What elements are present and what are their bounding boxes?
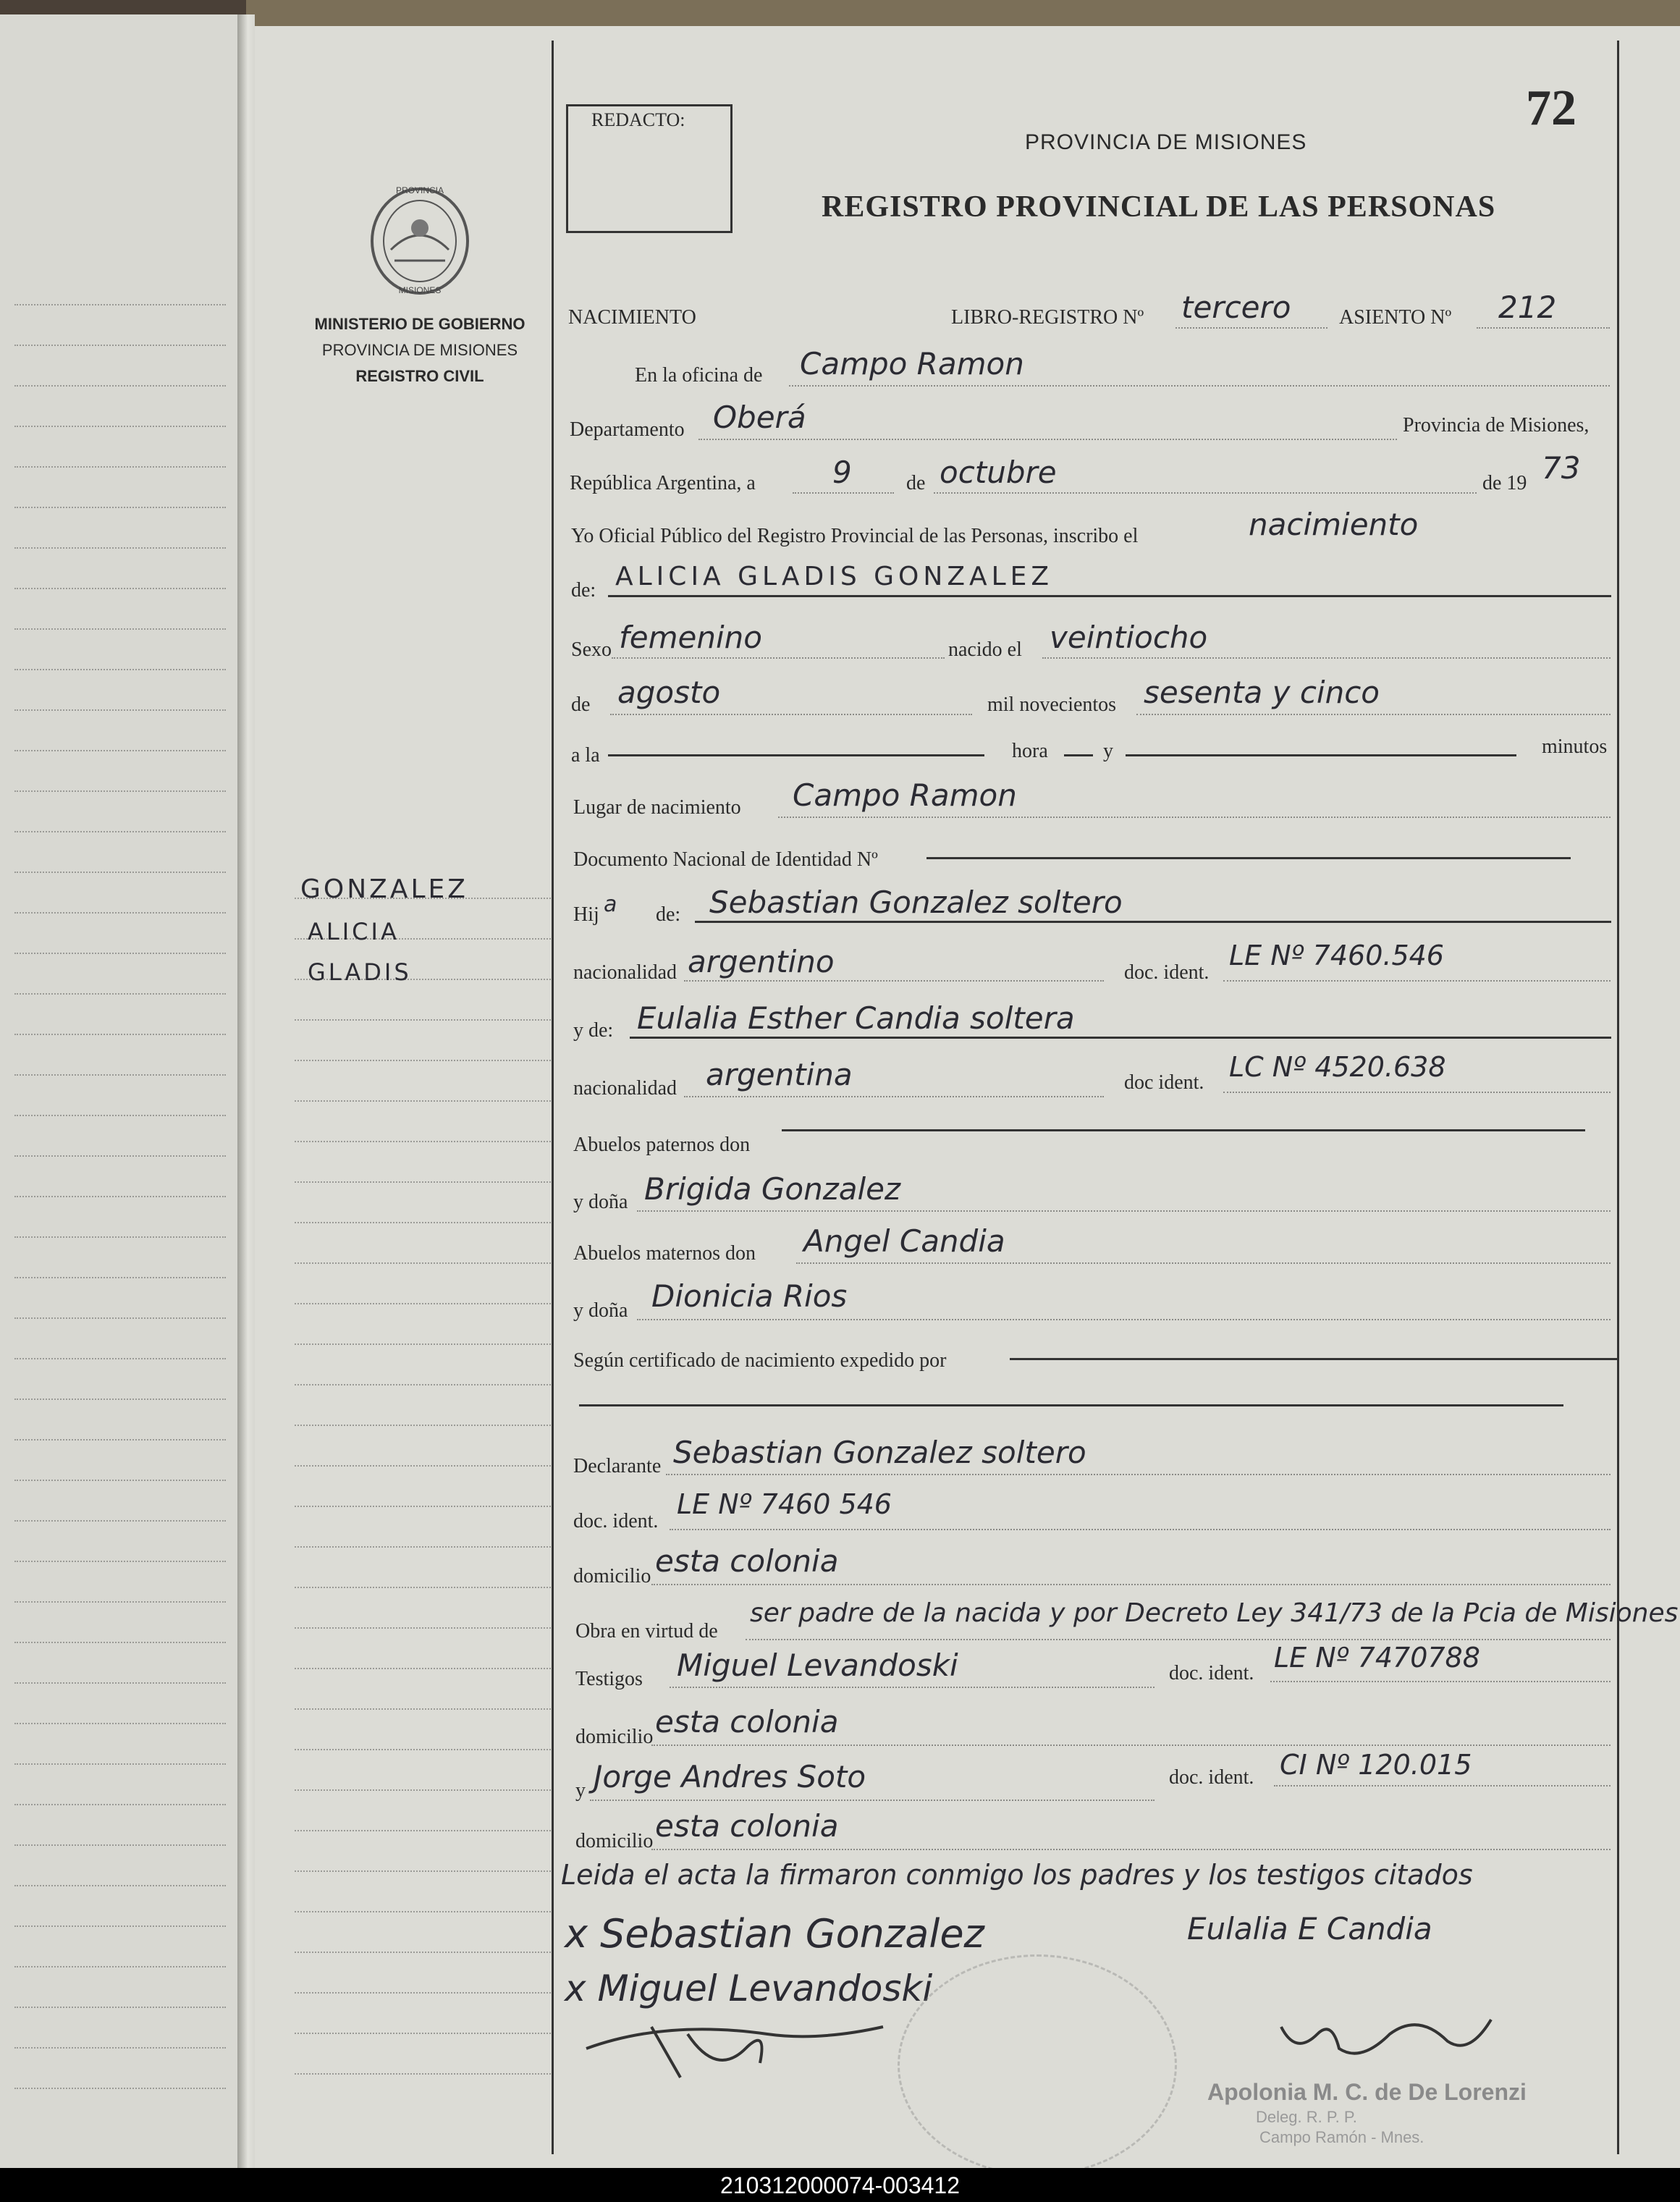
label-de-name: de: xyxy=(571,579,596,602)
value-testigo1: Miguel Levandoski xyxy=(677,1648,958,1683)
label-obra: Obra en virtud de xyxy=(575,1620,718,1642)
label-y-dona-1: y doña xyxy=(573,1191,628,1213)
province-heading: PROVINCIA DE MISIONES xyxy=(1025,130,1307,154)
official-round-stamp xyxy=(898,1954,1177,2176)
label-abuelos-mat: Abuelos maternos don xyxy=(573,1242,756,1265)
value-hija-suffix: a xyxy=(604,892,617,917)
label-segun: Según certificado de nacimiento expedido por xyxy=(573,1349,947,1372)
value-father: Sebastian Gonzalez soltero xyxy=(709,885,1123,920)
value-mother-nat: argentina xyxy=(706,1057,853,1092)
left-page xyxy=(0,14,239,2168)
label-decl-dom: domicilio xyxy=(573,1565,651,1587)
ministry-header xyxy=(290,311,550,389)
margin-name2: GLADIS xyxy=(308,958,412,986)
label-decl-doc: doc. ident. xyxy=(573,1510,659,1532)
value-sexo: femenino xyxy=(619,620,762,655)
label-a-la: a la xyxy=(571,744,600,767)
signature-father: x Sebastian Gonzalez xyxy=(565,1911,984,1957)
signature-witness1: x Miguel Levandoski xyxy=(565,1967,933,2009)
value-abuelo-mat: Angel Candia xyxy=(803,1223,1005,1259)
label-sexo: Sexo xyxy=(571,638,612,661)
value-decl-dom: esta colonia xyxy=(655,1543,839,1579)
value-nacido: veintiocho xyxy=(1050,620,1208,655)
label-testigo2-dom: domicilio xyxy=(575,1830,654,1852)
value-asiento: 212 xyxy=(1498,290,1557,325)
ministry-line1: MINISTERIO DE GOBIERNO xyxy=(314,315,525,333)
label-abuelos-pat: Abuelos paternos don xyxy=(573,1134,751,1156)
label-hij: Hij xyxy=(573,903,599,926)
label-de-month: de xyxy=(571,693,591,716)
redacto-box: REDACTO: xyxy=(566,104,733,233)
label-testigo1-doc: doc. ident. xyxy=(1169,1662,1254,1684)
label-y: y xyxy=(1103,740,1113,762)
value-month: octubre xyxy=(940,455,1057,490)
label-dni: Documento Nacional de Identidad Nº xyxy=(573,848,878,871)
value-obra: ser padre de la nacida y por Decreto Ley 341/73 de la Pcia de Misiones xyxy=(750,1598,1679,1628)
ministry-line3: REGISTRO CIVIL xyxy=(355,367,484,385)
closing-statement: Leida el acta la firmaron conmigo los padres y los testigos citados xyxy=(561,1859,1473,1891)
label-doc-ident-2: doc ident. xyxy=(1124,1071,1204,1094)
registry-heading: REGISTRO PROVINCIAL DE LAS PERSONAS xyxy=(822,190,1496,224)
label-oficina: En la oficina de xyxy=(635,364,763,387)
label-departamento: Departamento xyxy=(570,418,685,441)
value-year: 73 xyxy=(1542,450,1581,486)
label-nacionalidad-2: nacionalidad xyxy=(573,1077,678,1100)
value-abuela-pat: Brigida Gonzalez xyxy=(644,1171,901,1207)
label-nacimiento: NACIMIENTO xyxy=(568,306,696,329)
label-y-testigo2: y xyxy=(575,1779,586,1802)
signature-official-scribble xyxy=(1274,1998,1506,2077)
value-name: ALICIA GLADIS GONZALEZ xyxy=(615,562,1054,591)
footer-id: 210312000074-003412 xyxy=(720,2172,960,2198)
signature-witness2-scribble xyxy=(579,2005,898,2092)
label-lugar: Lugar de nacimiento xyxy=(573,796,741,819)
value-testigo1-dom: esta colonia xyxy=(655,1704,839,1739)
book-spine xyxy=(237,14,255,2168)
label-libro: LIBRO-REGISTRO Nº xyxy=(951,306,1144,329)
value-testigo2-doc: CI Nº 120.015 xyxy=(1280,1749,1472,1781)
margin-name1: ALICIA xyxy=(308,918,400,945)
value-lugar: Campo Ramon xyxy=(793,777,1017,813)
value-testigo2-dom: esta colonia xyxy=(655,1808,839,1844)
value-birth-month: agosto xyxy=(617,675,721,710)
stamp-line3: Campo Ramón - Mnes. xyxy=(1259,2128,1424,2146)
label-nacido: nacido el xyxy=(948,638,1022,661)
margin-surname: GONZALEZ xyxy=(300,874,468,904)
label-nacionalidad-1: nacionalidad xyxy=(573,961,678,984)
value-decl-doc: LE Nº 7460 546 xyxy=(677,1488,892,1520)
signature-mother: Eulalia E Candia xyxy=(1187,1911,1432,1946)
value-abuela-mat: Dionicia Rios xyxy=(651,1278,848,1314)
provincial-seal-icon xyxy=(362,177,478,300)
margin-divider-line xyxy=(552,41,554,2154)
label-de-father: de: xyxy=(656,903,681,926)
label-hora: hora xyxy=(1012,740,1048,762)
label-mil: mil novecientos xyxy=(987,693,1117,716)
value-testigo1-doc: LE Nº 7470788 xyxy=(1274,1642,1480,1674)
value-departamento: Oberá xyxy=(713,400,806,435)
value-inscribo: nacimiento xyxy=(1249,507,1419,542)
label-provincia: Provincia de Misiones, xyxy=(1403,414,1590,436)
value-libro: tercero xyxy=(1181,290,1291,325)
value-birth-year: sesenta y cinco xyxy=(1144,675,1380,710)
svg-text:PROVINCIA: PROVINCIA xyxy=(395,185,444,195)
label-asiento: ASIENTO Nº xyxy=(1339,306,1452,329)
label-de19: de 19 xyxy=(1482,472,1527,494)
value-mother: Eulalia Esther Candia soltera xyxy=(637,1000,1075,1036)
folio-number: 72 xyxy=(1526,80,1576,136)
ministry-line2: PROVINCIA DE MISIONES xyxy=(321,341,518,359)
right-border-line xyxy=(1617,41,1619,2154)
footer-id-bar xyxy=(0,2168,1680,2202)
label-y-dona-2: y doña xyxy=(573,1299,628,1322)
stamp-line2: Deleg. R. P. P. xyxy=(1256,2108,1357,2126)
label-declarante: Declarante xyxy=(573,1455,662,1477)
label-republica: República Argentina, a xyxy=(570,472,756,494)
label-testigo1-dom: domicilio xyxy=(575,1726,654,1748)
label-y-de: y de: xyxy=(573,1019,614,1042)
label-testigos: Testigos xyxy=(575,1668,643,1690)
value-declarante: Sebastian Gonzalez soltero xyxy=(673,1435,1086,1470)
label-minutos: minutos xyxy=(1542,735,1608,758)
svg-text:MISIONES: MISIONES xyxy=(398,285,442,295)
value-day: 9 xyxy=(832,455,852,490)
label-doc-ident-1: doc. ident. xyxy=(1124,961,1210,984)
value-testigo2: Jorge Andres Soto xyxy=(594,1759,866,1794)
label-yo-oficial: Yo Oficial Público del Registro Provincial de las Personas, inscribo el xyxy=(571,525,1139,547)
value-father-doc: LE Nº 7460.546 xyxy=(1229,940,1444,971)
label-de: de xyxy=(906,472,926,494)
stamp-name: Apolonia M. C. de De Lorenzi xyxy=(1207,2079,1527,2105)
value-mother-doc: LC Nº 4520.638 xyxy=(1229,1051,1446,1083)
value-oficina: Campo Ramon xyxy=(800,346,1024,381)
label-testigo2-doc: doc. ident. xyxy=(1169,1766,1254,1789)
value-father-nat: argentino xyxy=(688,944,835,979)
